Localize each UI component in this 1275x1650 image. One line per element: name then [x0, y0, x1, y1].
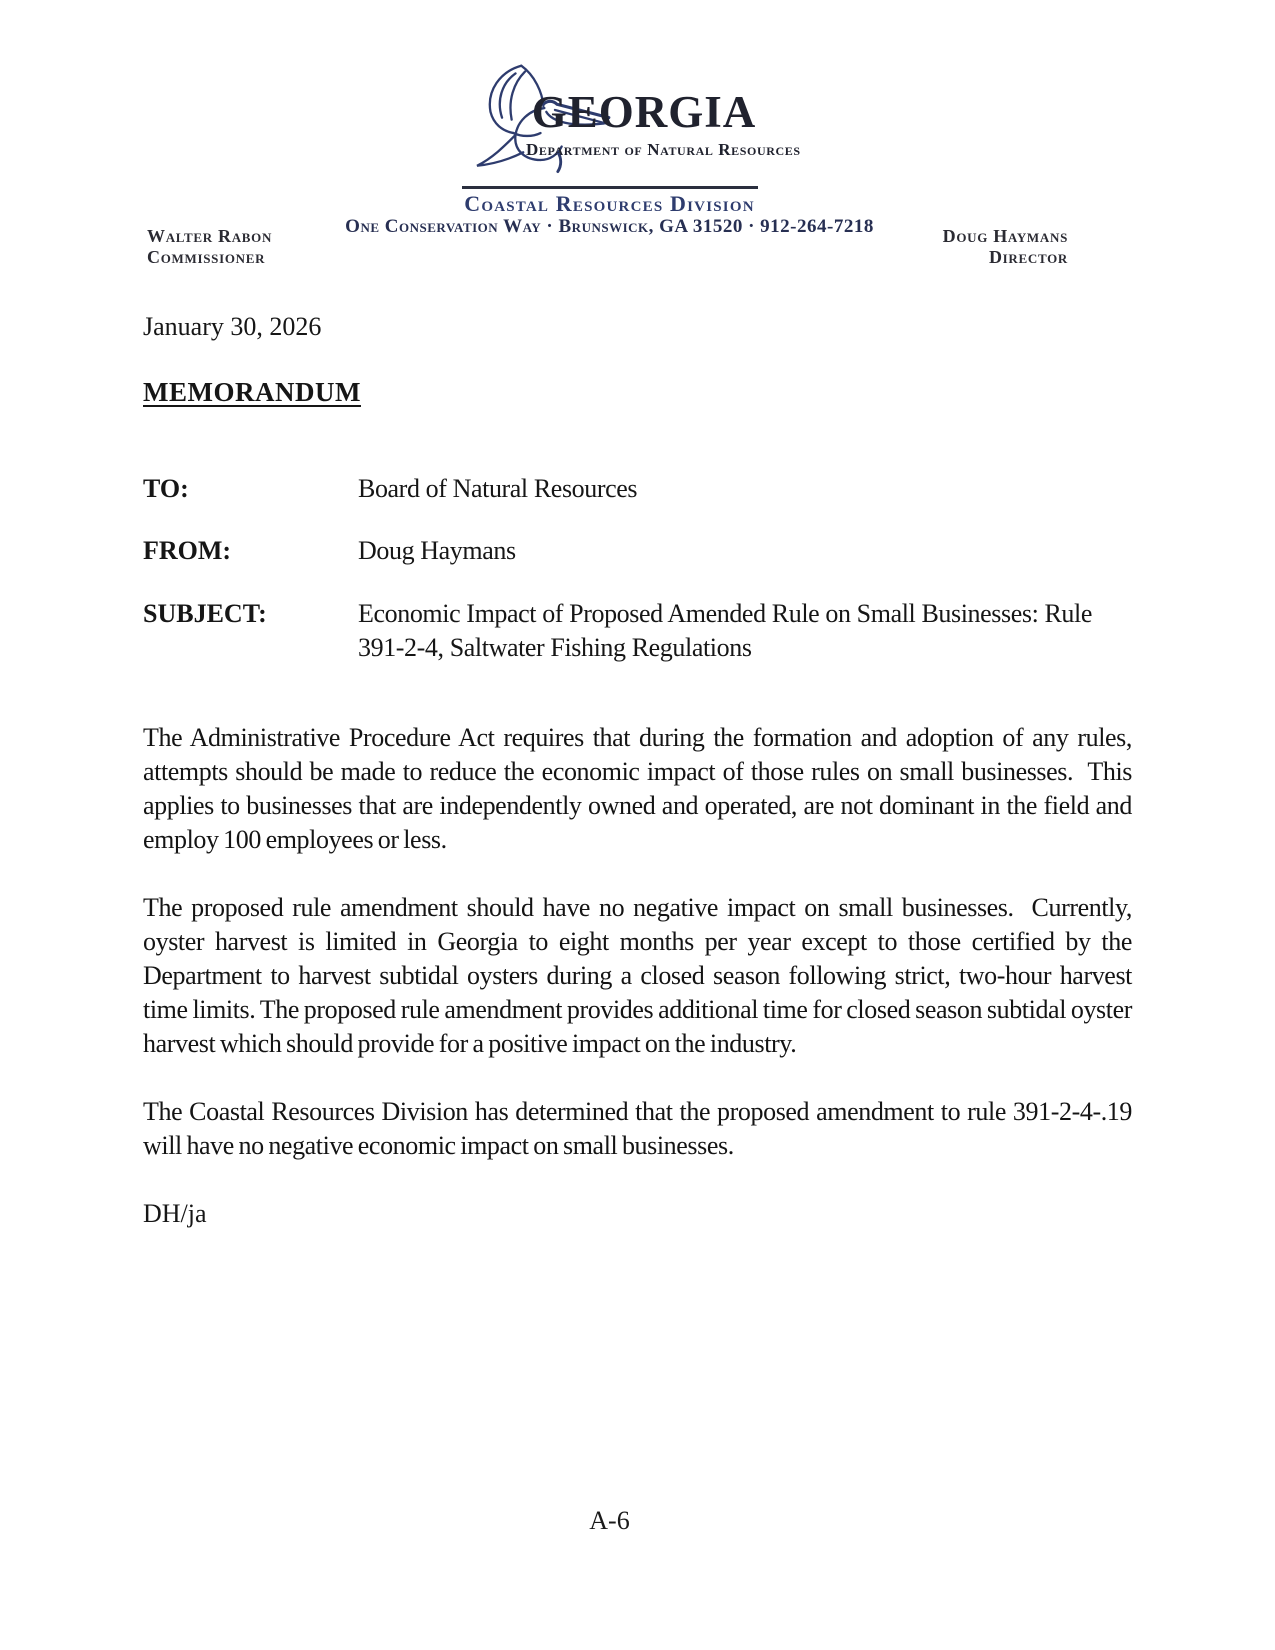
- paragraph-2: The proposed rule amendment should have no negative impact on small businesses. Currently, oyster harvest is limited in Georgia to eight months per year except to those certified by the Department to harvest subtidal oysters during a closed season following strict, two-hour harvest time limits. The proposed rule amendment provides additional time for closed season subtidal oyster harvest which should provide for a positive impact on the industry.: [143, 893, 1137, 1058]
- field-from: [143, 534, 1132, 568]
- field-subject-value: Economic Impact of Proposed Amended Rule on Small Businesses: Rule 391-2-4, Saltwater Fishing Regulations: [358, 599, 1092, 662]
- division-name: Coastal Resources Division: [464, 191, 755, 216]
- paragraph-3: The Coastal Resources Division has determined that the proposed amendment to rule 391-2-4-.19 will have no negative economic impact on small businesses.: [143, 1097, 1137, 1160]
- paragraph-1: The Administrative Procedure Act requires that during the formation and adoption of any rules, attempts should be made to reduce the economic impact of those rules on small businesses. This applies to businesses that are independently owned and operated, are not dominant in the field and employ 100 employees or less.: [143, 723, 1137, 854]
- address-text: One Conservation Way · Brunswick, GA 31520 · 912-264-7218: [345, 216, 874, 237]
- memo-body: [143, 721, 1137, 1231]
- field-subject: [143, 597, 1132, 665]
- commissioner-block: [147, 226, 272, 268]
- director-name: Doug Haymans: [942, 226, 1068, 246]
- field-to: [143, 472, 1132, 506]
- field-from-value: Doug Haymans: [358, 536, 516, 565]
- field-to-label: TO:: [143, 474, 189, 503]
- typist-initials: DH/ja: [143, 1199, 207, 1228]
- letterhead: [0, 60, 1275, 245]
- memo-heading: MEMORANDUM: [143, 377, 361, 407]
- logo-text-block: [526, 87, 801, 160]
- commissioner-title: Commissioner: [147, 247, 266, 267]
- commissioner-name: Walter Rabon: [147, 226, 273, 246]
- division-name-row: [0, 191, 1247, 217]
- logo-divider: [462, 186, 758, 189]
- field-from-label: FROM:: [143, 536, 232, 565]
- memo-date: January 30, 2026: [143, 312, 322, 341]
- org-name: GEORGIA: [531, 87, 757, 137]
- field-to-value: Board of Natural Resources: [358, 474, 638, 503]
- org-department: Department of Natural Resources: [526, 140, 801, 159]
- director-title: Director: [988, 247, 1068, 267]
- director-block: [943, 226, 1068, 268]
- field-subject-label: SUBJECT:: [143, 599, 267, 628]
- page-number: A-6: [589, 1506, 630, 1535]
